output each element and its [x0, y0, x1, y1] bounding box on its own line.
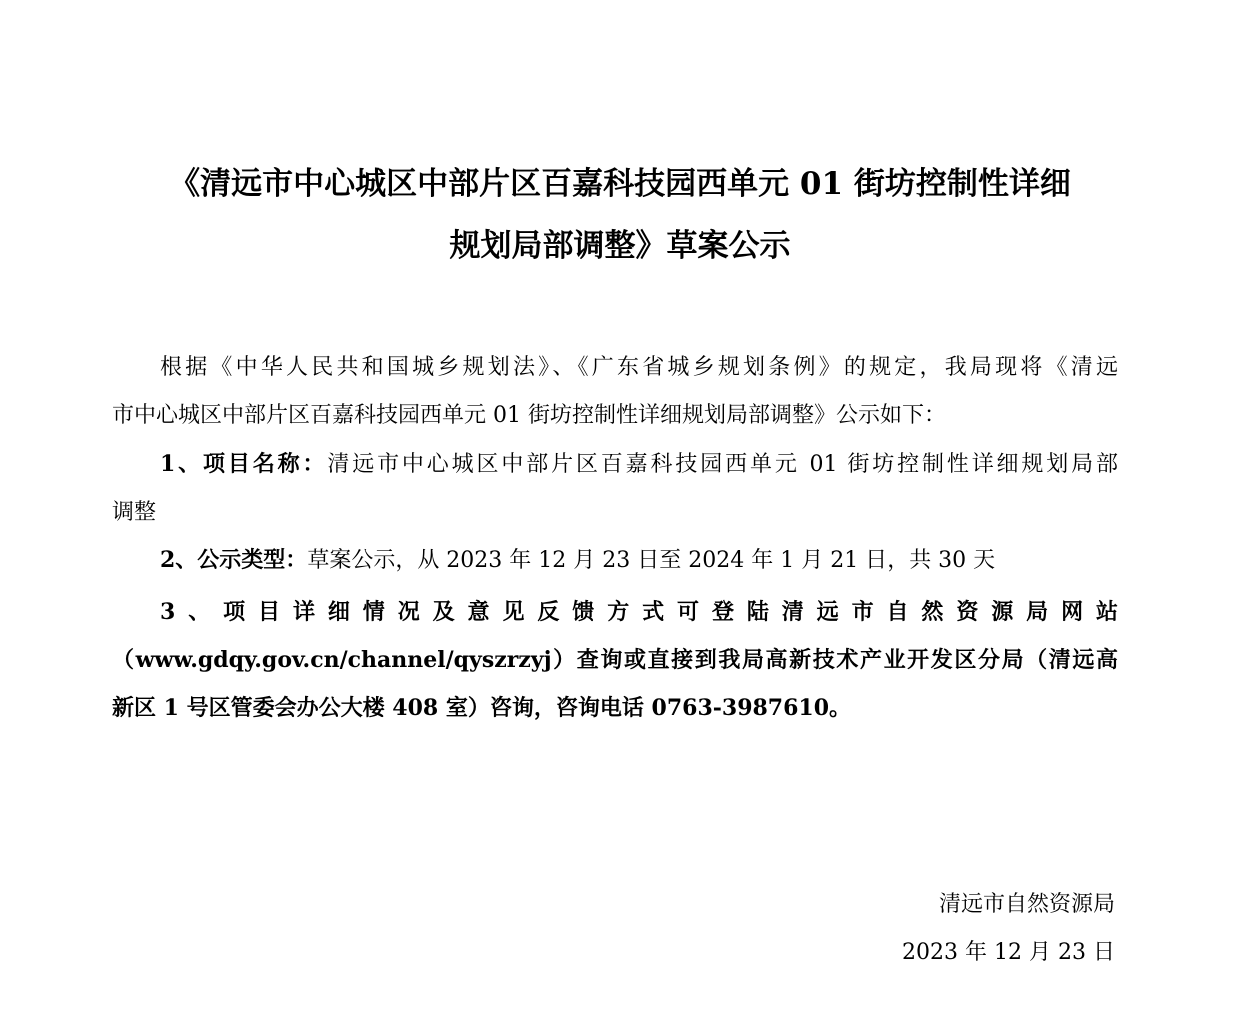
item-3-details-and-feedback	[112, 588, 1118, 732]
item-1-project-name	[112, 440, 1118, 537]
item-2-line	[112, 536, 1118, 585]
item-2-notice-type	[112, 536, 1118, 585]
item-3-line-1: 3、项目详细情况及意见反馈方式可登陆清远市自然资源局网站	[160, 599, 1118, 625]
item-3-line-2: （www.gdqy.gov.cn/channel/qyszrzyj）查询或直接到我局高新技术产业开发区分局（清远高	[112, 647, 1118, 673]
intro-paragraph	[112, 344, 1118, 440]
item-1-line-1	[112, 440, 1118, 489]
item-3-line-3: 新区 1 号区管委会办公大楼 408 室）咨询，咨询电话 0763-3987610。	[112, 695, 852, 721]
intro-line-1: 根据《中华人民共和国城乡规划法》、《广东省城乡规划条例》的规定，我局现将《清远	[160, 355, 1118, 380]
document-title-line-1: 《清远市中心城区中部片区百嘉科技园西单元 01 街坊控制性详细	[169, 166, 1071, 202]
item-1-line-2: 调整	[112, 500, 157, 525]
item-1-label: 1、项目名称：	[160, 451, 328, 477]
document-title-line-2: 规划局部调整》草案公示	[449, 228, 791, 264]
item-2-label: 2、公示类型：	[160, 547, 308, 573]
item-1-text: 清远市中心城区中部片区百嘉科技园西单元 01 街坊控制性详细规划局部	[327, 452, 1119, 477]
item-2-text: 草案公示，从 2023 年 12 月 23 日至 2024 年 1 月 21 日，共 30 天	[307, 548, 996, 573]
signature-organization: 清远市自然资源局	[938, 892, 1115, 917]
intro-line-2: 市中心城区中部片区百嘉科技园西单元 01 街坊控制性详细规划局部调整》公示如下：	[112, 403, 946, 428]
signature-date: 2023 年 12 月 23 日	[902, 940, 1115, 965]
